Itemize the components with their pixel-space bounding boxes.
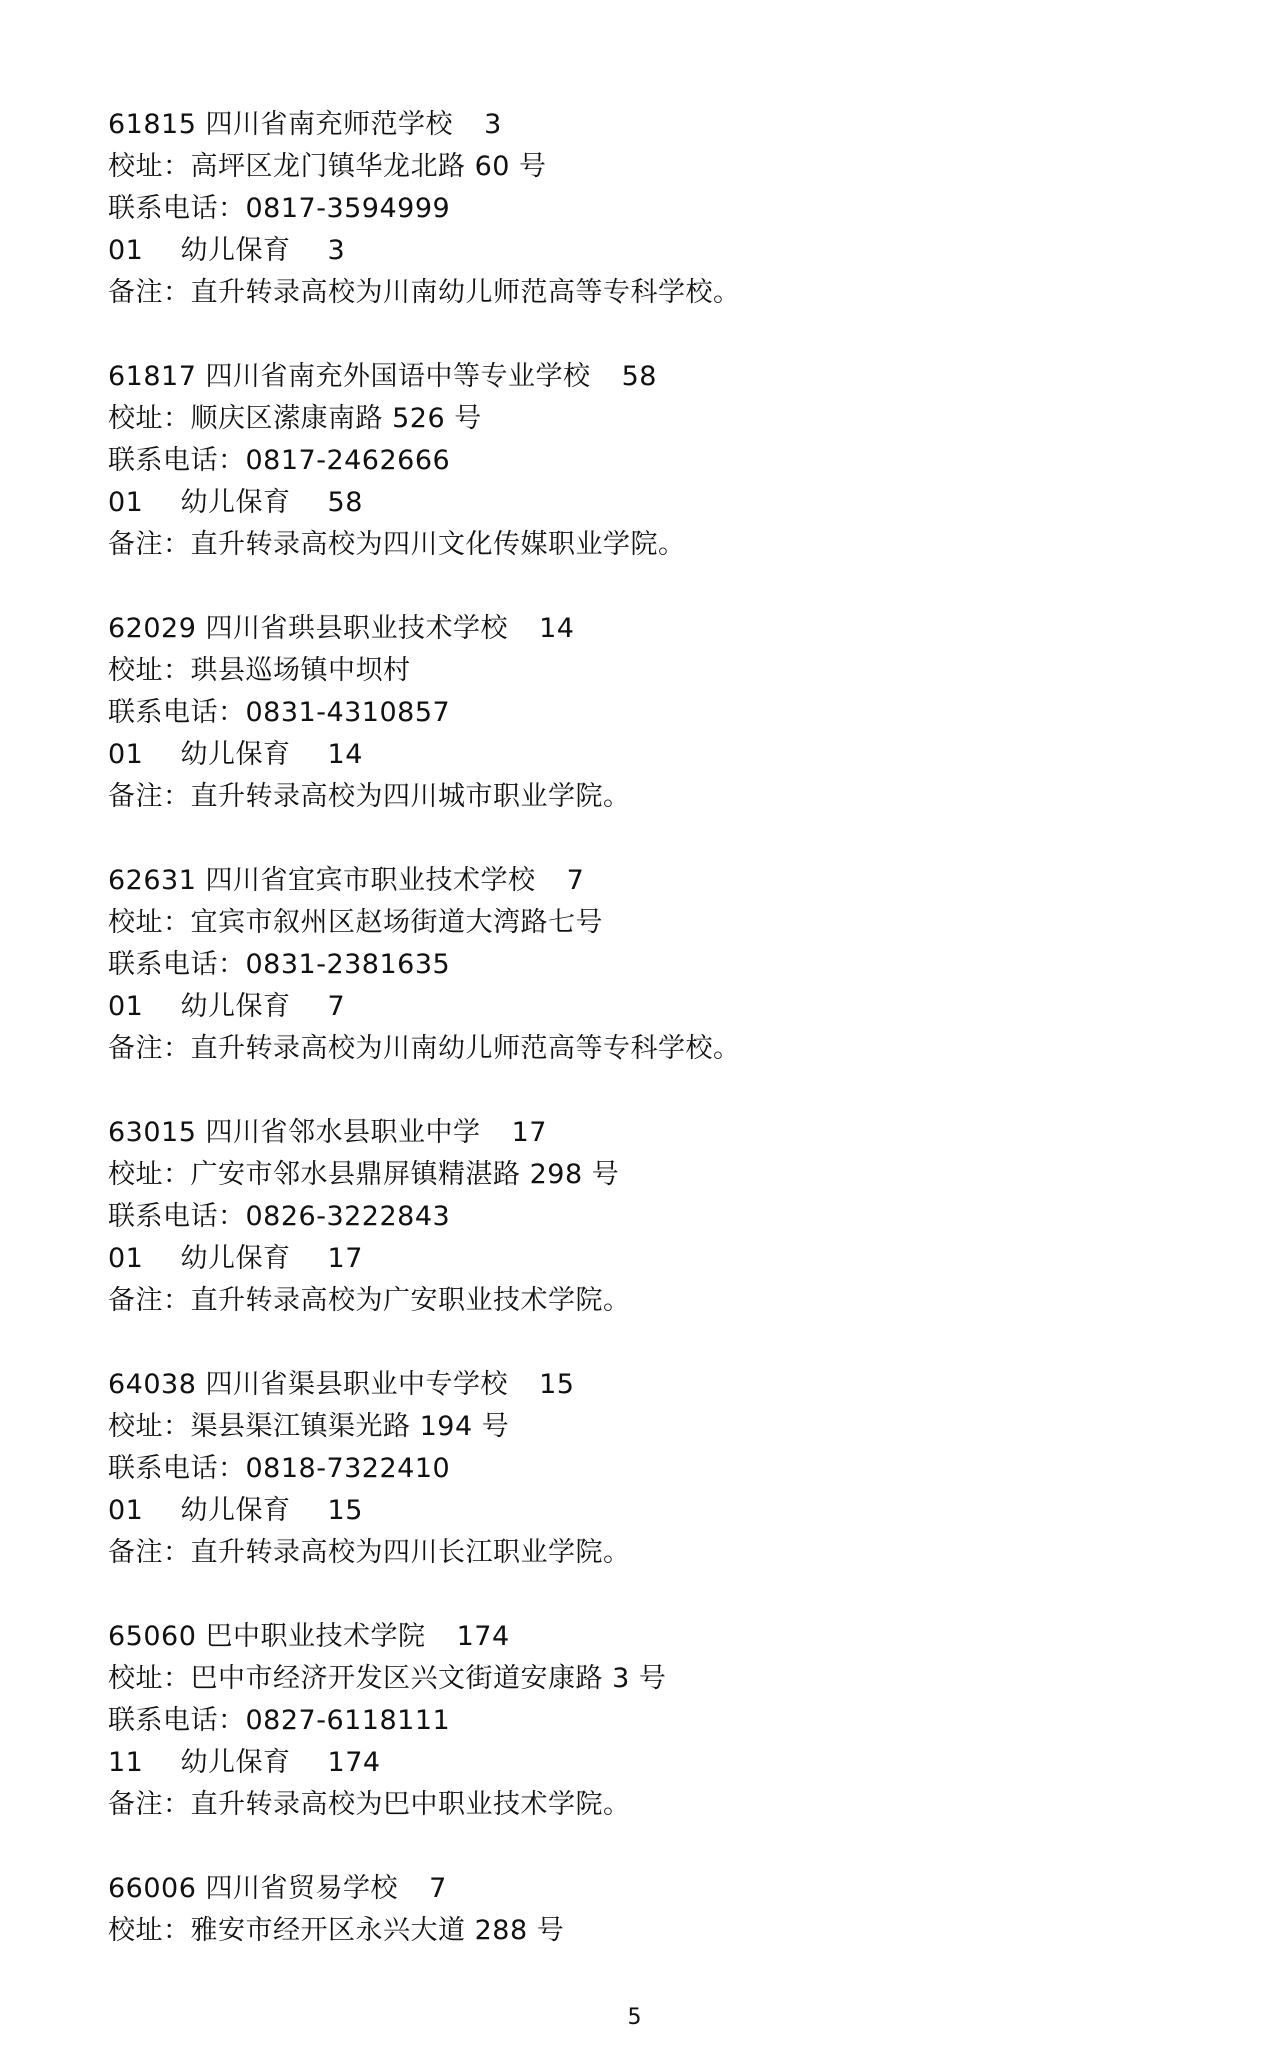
school-code: 61815 <box>108 109 197 140</box>
major-quota: 14 <box>327 739 363 770</box>
major-quota: 58 <box>327 487 363 518</box>
major-name: 幼儿保育 <box>180 1747 291 1778</box>
major-name: 幼儿保育 <box>180 487 291 518</box>
major-line <box>108 1238 1168 1280</box>
school-address: 校址：广安市邻水县鼎屏镇精湛路 298 号 <box>108 1159 620 1190</box>
school-entry <box>108 1868 1168 1952</box>
school-code: 64038 <box>108 1369 197 1400</box>
school-entry <box>108 1364 1168 1574</box>
major-code: 11 <box>108 1747 144 1778</box>
school-phone: 联系电话：0817-3594999 <box>108 193 451 224</box>
major-code: 01 <box>108 739 144 770</box>
school-code: 65060 <box>108 1621 197 1652</box>
school-address: 校址：巴中市经济开发区兴文街道安康路 3 号 <box>108 1663 667 1694</box>
major-line <box>108 734 1168 776</box>
school-note: 备注：直升转录高校为川南幼儿师范高等专科学校。 <box>108 277 741 308</box>
school-address: 校址：雅安市经开区永兴大道 288 号 <box>108 1915 565 1946</box>
school-quota: 14 <box>539 613 575 644</box>
school-header <box>108 608 1168 650</box>
major-code: 01 <box>108 1495 144 1526</box>
school-quota: 17 <box>511 1117 547 1148</box>
school-name: 四川省渠县职业中专学校 <box>205 1369 508 1400</box>
school-quota: 7 <box>429 1873 447 1904</box>
school-phone: 联系电话：0818-7322410 <box>108 1453 451 1484</box>
major-quota: 7 <box>327 991 346 1022</box>
major-line <box>108 482 1168 524</box>
school-header <box>108 356 1168 398</box>
school-name: 四川省南充外国语中等专业学校 <box>205 361 591 392</box>
major-code: 01 <box>108 991 144 1022</box>
school-entry <box>108 356 1168 566</box>
school-code: 62029 <box>108 613 197 644</box>
major-line <box>108 1742 1168 1784</box>
school-name: 四川省邻水县职业中学 <box>205 1117 481 1148</box>
school-header <box>108 1868 1168 1910</box>
major-name: 幼儿保育 <box>180 1495 291 1526</box>
school-quota: 58 <box>621 361 657 392</box>
school-code: 62631 <box>108 865 197 896</box>
school-code: 66006 <box>108 1873 197 1904</box>
school-header <box>108 1364 1168 1406</box>
school-list <box>108 104 1168 1994</box>
major-name: 幼儿保育 <box>180 991 291 1022</box>
major-name: 幼儿保育 <box>180 235 291 266</box>
major-line <box>108 1490 1168 1532</box>
major-quota: 174 <box>327 1747 381 1778</box>
school-address: 校址：顺庆区潆康南路 526 号 <box>108 403 482 434</box>
school-note: 备注：直升转录高校为广安职业技术学院。 <box>108 1285 631 1316</box>
school-quota: 174 <box>456 1621 510 1652</box>
page-number: 5 <box>627 2005 642 2030</box>
major-name: 幼儿保育 <box>180 739 291 770</box>
major-quota: 15 <box>327 1495 363 1526</box>
major-line <box>108 986 1168 1028</box>
school-note: 备注：直升转录高校为四川文化传媒职业学院。 <box>108 529 686 560</box>
major-code: 01 <box>108 235 144 266</box>
school-note: 备注：直升转录高校为巴中职业技术学院。 <box>108 1789 631 1820</box>
school-note: 备注：直升转录高校为四川城市职业学院。 <box>108 781 631 812</box>
major-line <box>108 230 1168 272</box>
school-entry <box>108 1112 1168 1322</box>
school-name: 四川省宜宾市职业技术学校 <box>205 865 536 896</box>
school-quota: 3 <box>484 109 502 140</box>
school-address: 校址：珙县巡场镇中坝村 <box>108 655 411 686</box>
school-code: 63015 <box>108 1117 197 1148</box>
school-code: 61817 <box>108 361 197 392</box>
school-name: 四川省南充师范学校 <box>205 109 453 140</box>
school-phone: 联系电话：0817-2462666 <box>108 445 451 476</box>
school-entry <box>108 860 1168 1070</box>
school-entry <box>108 608 1168 818</box>
school-note: 备注：直升转录高校为川南幼儿师范高等专科学校。 <box>108 1033 741 1064</box>
major-code: 01 <box>108 1243 144 1274</box>
school-entry <box>108 104 1168 314</box>
school-name: 四川省贸易学校 <box>205 1873 398 1904</box>
school-header <box>108 1112 1168 1154</box>
school-header <box>108 104 1168 146</box>
major-code: 01 <box>108 487 144 518</box>
school-header <box>108 1616 1168 1658</box>
major-quota: 3 <box>327 235 346 266</box>
major-quota: 17 <box>327 1243 363 1274</box>
school-quota: 7 <box>566 865 585 896</box>
school-entry <box>108 1616 1168 1826</box>
school-address: 校址：渠县渠江镇渠光路 194 号 <box>108 1411 510 1442</box>
school-note: 备注：直升转录高校为四川长江职业学院。 <box>108 1537 631 1568</box>
school-address: 校址：高坪区龙门镇华龙北路 60 号 <box>108 151 547 182</box>
school-name: 四川省珙县职业技术学校 <box>205 613 508 644</box>
major-name: 幼儿保育 <box>180 1243 291 1274</box>
school-name: 巴中职业技术学院 <box>205 1621 426 1652</box>
school-header <box>108 860 1168 902</box>
school-quota: 15 <box>539 1369 575 1400</box>
school-address: 校址：宜宾市叙州区赵场街道大湾路七号 <box>108 907 603 938</box>
school-phone: 联系电话：0831-4310857 <box>108 697 451 728</box>
school-phone: 联系电话：0831-2381635 <box>108 949 451 980</box>
school-phone: 联系电话：0827-6118111 <box>108 1705 451 1736</box>
school-phone: 联系电话：0826-3222843 <box>108 1201 451 1232</box>
